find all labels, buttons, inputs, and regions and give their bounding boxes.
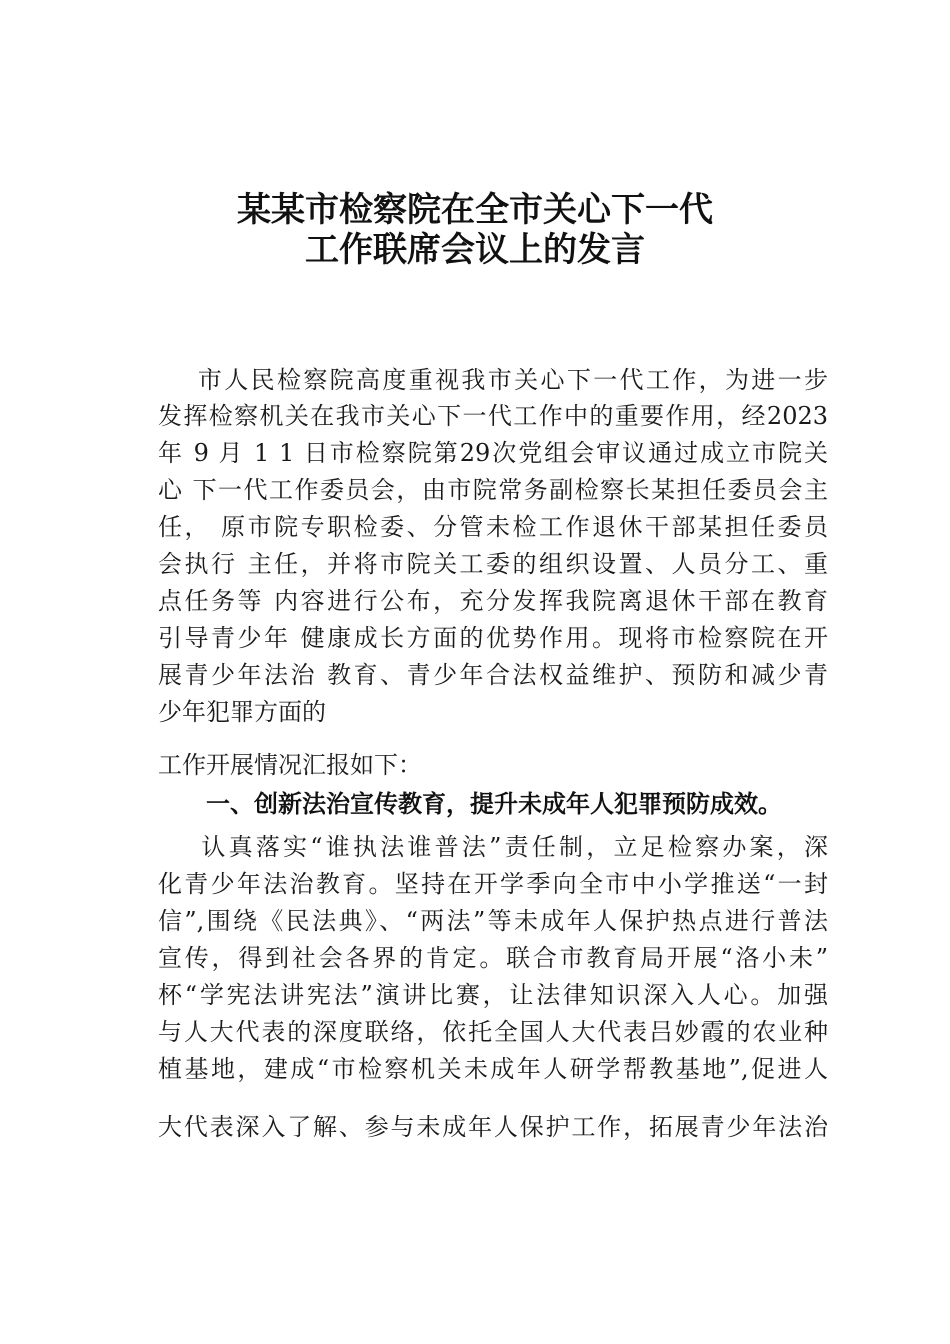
paragraph-line: 工作开展情况汇报如下：	[158, 751, 422, 779]
paragraph-line: 少年犯罪方面的	[158, 698, 326, 726]
paragraph-line: 年 9 月 1 1 日市检察院第29次党组会审议通过成立市院关	[158, 439, 828, 467]
paragraph-line: 信”,围绕《民法典》、“两法”等未成年人保护热点进行普法	[158, 907, 828, 935]
paragraph-line: 心 下一代工作委员会，由市院常务副检察长某担任委员会主	[158, 476, 828, 504]
document-title-line-2: 工作联席会议上的发言	[305, 230, 645, 270]
paragraph-line: 展青少年法治 教育、青少年合法权益维护、预防和减少青	[158, 661, 828, 689]
paragraph-line: 引导青少年 健康成长方面的优势作用。现将市检察院在开	[158, 624, 828, 652]
paragraph-line: 任， 原市院专职检委、分管未检工作退休干部某担任委员	[158, 513, 828, 541]
paragraph-line: 大代表深入了解、参与未成年人保护工作，拓展青少年法治	[158, 1113, 828, 1141]
paragraph-line: 认真落实“谁执法谁普法”责任制，立足检察办案，深	[158, 833, 828, 861]
paragraph-line: 与人大代表的深度联络，依托全国人大代表吕妙霞的农业种	[158, 1018, 828, 1046]
section-heading-1: 一、创新法治宣传教育，提升未成年人犯罪预防成效。	[206, 790, 782, 818]
paragraph-line: 会执行 主任，并将市院关工委的组织设置、人员分工、重	[158, 550, 828, 578]
paragraph-line: 杯“学宪法讲宪法”演讲比赛，让法律知识深入人心。加强	[158, 981, 828, 1009]
paragraph-line: 宣传，得到社会各界的肯定。联合市教育局开展“洛小未”	[158, 944, 828, 972]
paragraph-line: 发挥检察机关在我市关心下一代工作中的重要作用，经2023	[158, 402, 828, 430]
paragraph-line: 植基地，建成“市检察机关未成年人研学帮教基地”,促进人	[158, 1055, 828, 1083]
document-title-line-1: 某某市检察院在全市关心下一代	[237, 190, 713, 230]
paragraph-line: 市人民检察院高度重视我市关心下一代工作，为进一步	[158, 366, 828, 394]
paragraph-line: 化青少年法治教育。坚持在开学季向全市中小学推送“一封	[158, 870, 828, 898]
paragraph-line: 点任务等 内容进行公布，充分发挥我院离退休干部在教育	[158, 587, 828, 615]
